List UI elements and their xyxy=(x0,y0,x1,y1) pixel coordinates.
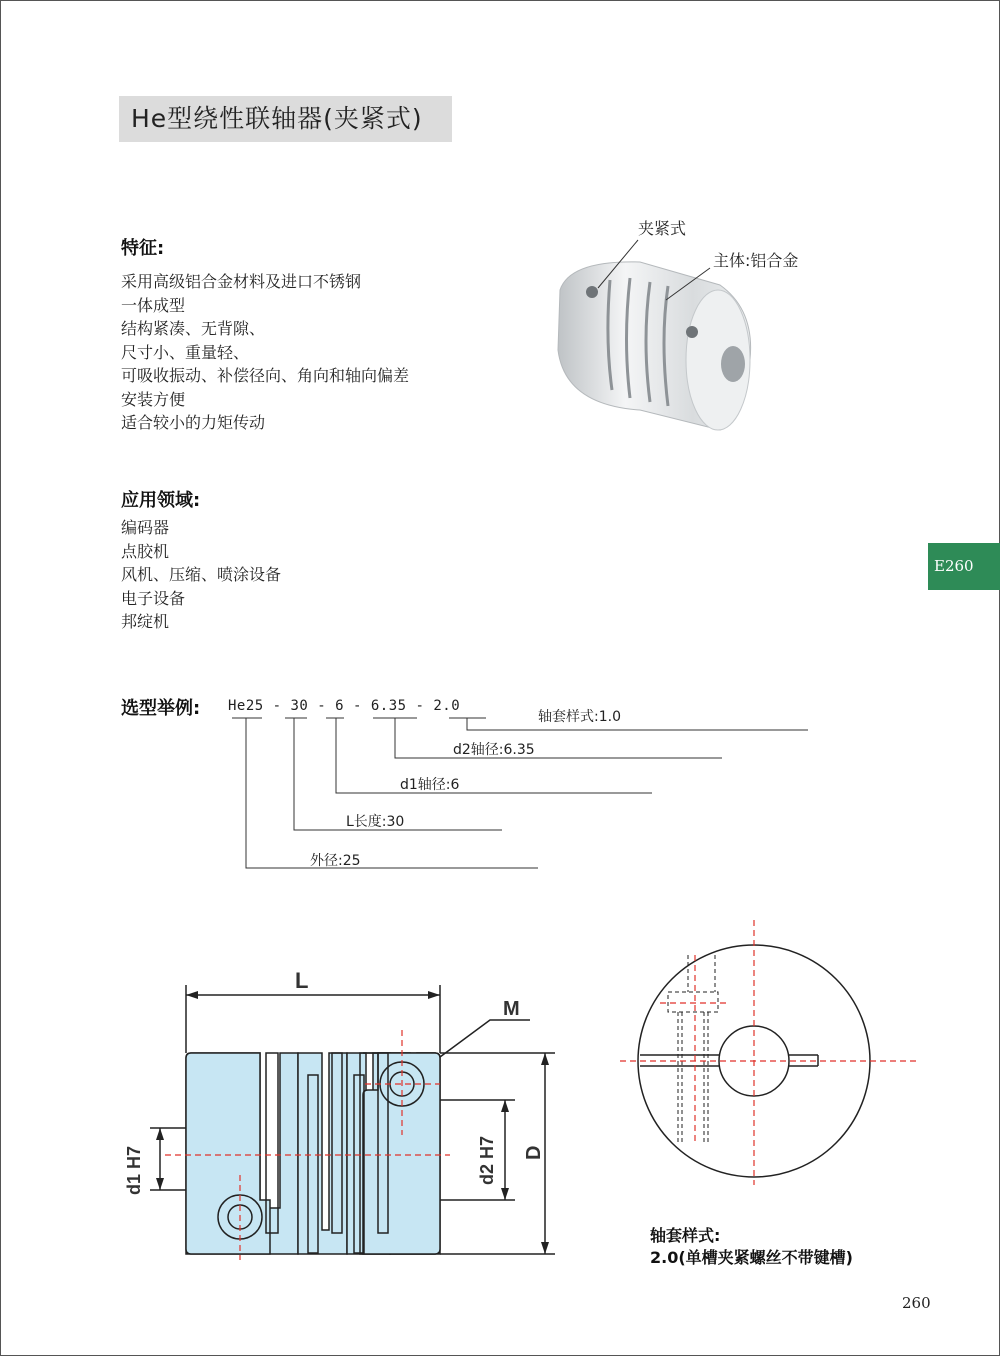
list-item: 采用高级铝合金材料及进口不锈钢 xyxy=(121,272,362,291)
page-title: He型绕性联轴器(夹紧式) xyxy=(119,96,452,142)
label-sleeve-style: 轴套样式:1.0 xyxy=(538,709,621,725)
selection-code: He25 - 30 - 6 - 6.35 - 2.0 xyxy=(228,698,461,714)
page-number: 260 xyxy=(902,1294,931,1312)
dim-L-label: L xyxy=(295,968,309,993)
label-d1: d1轴径:6 xyxy=(400,777,460,793)
list-item: 适合较小的力矩传动 xyxy=(121,413,266,432)
sleeve-style-value: 2.0(单槽夹紧螺丝不带键槽) xyxy=(650,1248,853,1267)
dim-M-label: M xyxy=(503,998,520,1020)
list-item: 邦绽机 xyxy=(121,612,170,631)
list-item: 点胶机 xyxy=(121,541,170,561)
features-heading: 特征: xyxy=(121,238,165,259)
list-item: 风机、压缩、喷涂设备 xyxy=(121,565,282,584)
list-item: 尺寸小、重量轻、 xyxy=(121,342,250,362)
list-item: 编码器 xyxy=(121,518,170,537)
sleeve-style-heading: 轴套样式: xyxy=(650,1226,721,1245)
side-tab: E260 xyxy=(928,543,1000,590)
label-length: L长度:30 xyxy=(346,814,405,830)
selection-heading: 选型举例: xyxy=(121,698,201,719)
dim-d2-label: d2 H7 xyxy=(477,1135,497,1185)
applications-heading: 应用领域: xyxy=(121,490,201,511)
list-item: 电子设备 xyxy=(121,588,186,608)
list-item: 安装方便 xyxy=(121,389,186,409)
list-item: 结构紧凑、无背隙、 xyxy=(121,319,266,338)
sleeve-style-caption xyxy=(650,1225,853,1269)
coupling-side-view-drawing xyxy=(110,950,580,1270)
callout-body-material: 主体:铝合金 xyxy=(713,251,799,270)
list-item: 一体成型 xyxy=(121,295,186,315)
list-item: 可吸收振动、补偿径向、角向和轴向偏差 xyxy=(121,366,410,385)
dim-d1-label: d1 H7 xyxy=(124,1145,144,1195)
label-outer-diameter: 外径:25 xyxy=(310,853,361,869)
callout-clamp-type: 夹紧式 xyxy=(638,219,687,238)
label-d2: d2轴径:6.35 xyxy=(453,742,535,758)
dim-D-label: D xyxy=(523,1145,545,1160)
coupling-end-view-drawing xyxy=(620,915,920,1195)
